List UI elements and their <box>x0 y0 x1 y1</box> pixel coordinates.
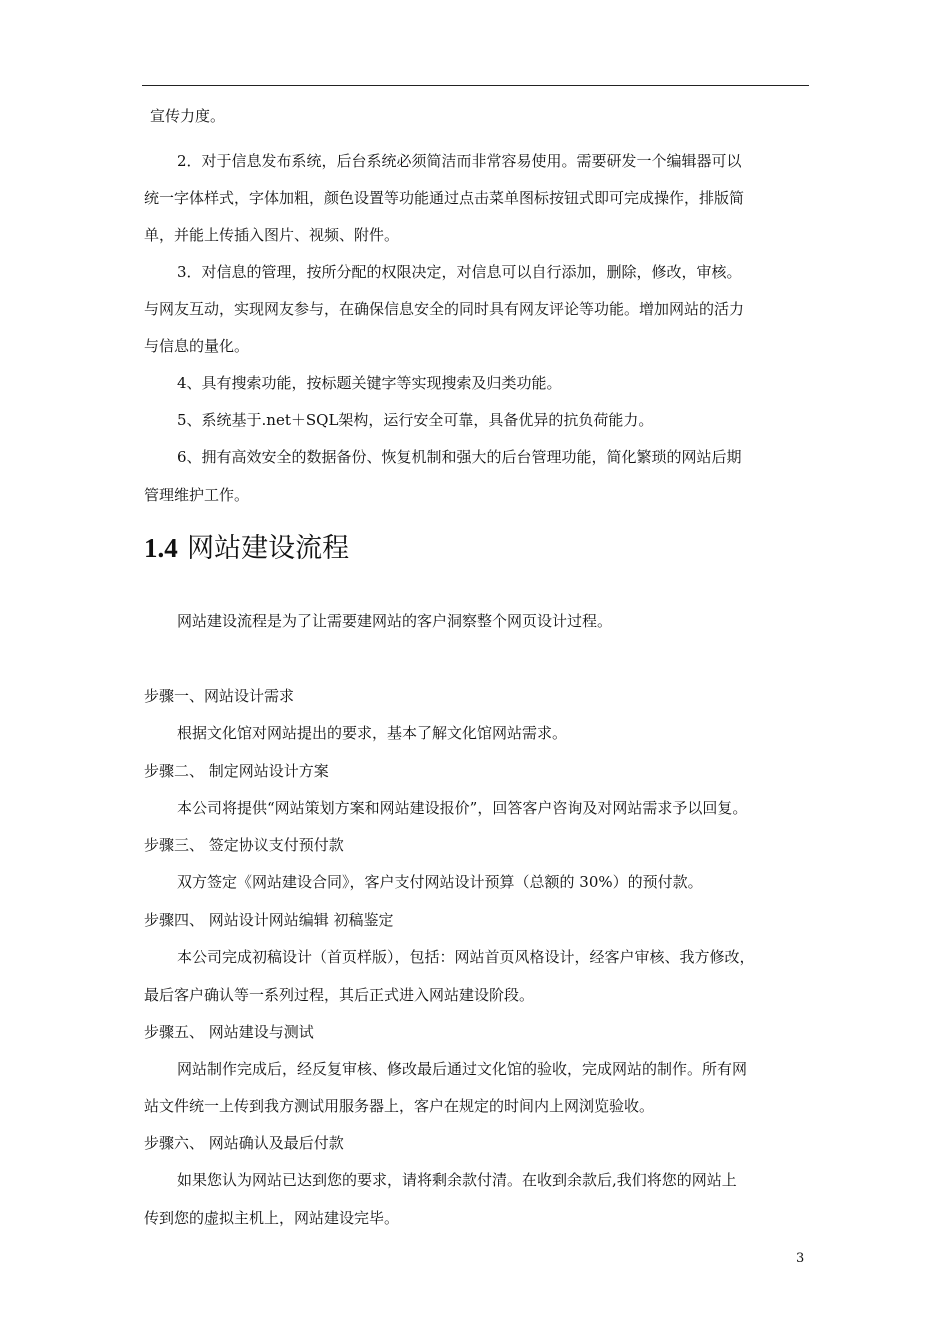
section-heading <box>144 530 349 567</box>
step-title: 步骤四、 网站设计网站编辑 初稿鉴定 <box>144 911 394 929</box>
paragraph-line: 管理维护工作。 <box>144 486 250 504</box>
step-body-line: 站文件统一上传到我方测试用服务器上，客户在规定的时间内上网浏览验收。 <box>144 1097 655 1115</box>
header-rule <box>142 85 809 86</box>
step-body-line: 网站制作完成后，经反复审核、修改最后通过文化馆的验收，完成网站的制作。所有网 <box>177 1060 748 1078</box>
step-title: 步骤三、 签定协议支付预付款 <box>144 836 344 854</box>
step-body-line: 本公司将提供“网站策划方案和网站建设报价”，回答客户咨询及对网站需求予以回复。 <box>177 799 748 817</box>
intro-line: 网站建设流程是为了让需要建网站的客户洞察整个网页设计过程。 <box>177 612 613 630</box>
paragraph-line: 宣传力度。 <box>150 107 226 125</box>
section-number: 1.4 <box>144 533 178 563</box>
paragraph-line: 统一字体样式，字体加粗，颜色设置等功能通过点击菜单图标按钮式即可完成操作，排版简 <box>144 189 745 207</box>
step-title: 步骤一、网站设计需求 <box>144 687 295 705</box>
step-title: 步骤五、 网站建设与测试 <box>144 1023 314 1041</box>
paragraph-line: 6、拥有高效安全的数据备份、恢复机制和强大的后台管理功能，简化繁琐的网站后期 <box>177 448 742 466</box>
paragraph-line: 5、系统基于.net＋SQL架构，运行安全可靠，具备优异的抗负荷能力。 <box>177 411 654 429</box>
step-body-line: 本公司完成初稿设计（首页样版），包括：网站首页风格设计，经客户审核、我方修改， <box>177 948 755 966</box>
page-number: 3 <box>796 1251 805 1266</box>
step-body-line: 最后客户确认等一系列过程，其后正式进入网站建设阶段。 <box>144 986 535 1004</box>
paragraph-line: 2．对于信息发布系统，后台系统必须简洁而非常容易使用。需要研发一个编辑器可以 <box>177 152 742 170</box>
section-title: 网站建设流程 <box>187 533 350 564</box>
step-body-line: 传到您的虚拟主机上，网站建设完毕。 <box>144 1209 400 1227</box>
paragraph-line: 4、具有搜索功能，按标题关键字等实现搜索及归类功能。 <box>177 374 562 392</box>
paragraph-line: 单，并能上传插入图片、视频、附件。 <box>144 226 400 244</box>
paragraph-line: 与信息的量化。 <box>144 337 250 355</box>
step-body-line: 双方签定《网站建设合同》，客户支付网站设计预算（总额的 30%）的预付款。 <box>177 873 703 891</box>
step-title: 步骤二、 制定网站设计方案 <box>144 762 329 780</box>
step-body-line: 根据文化馆对网站提出的要求，基本了解文化馆网站需求。 <box>177 724 568 742</box>
paragraph-line: 3．对信息的管理，按所分配的权限决定，对信息可以自行添加，删除，修改，审核。 <box>177 263 742 281</box>
step-body-line: 如果您认为网站已达到您的要求，请将剩余款付清。在收到余款后,我们将您的网站上 <box>177 1171 737 1189</box>
step-title: 步骤六、 网站确认及最后付款 <box>144 1134 344 1152</box>
paragraph-line: 与网友互动，实现网友参与，在确保信息安全的同时具有网友评论等功能。增加网站的活力 <box>144 300 745 318</box>
